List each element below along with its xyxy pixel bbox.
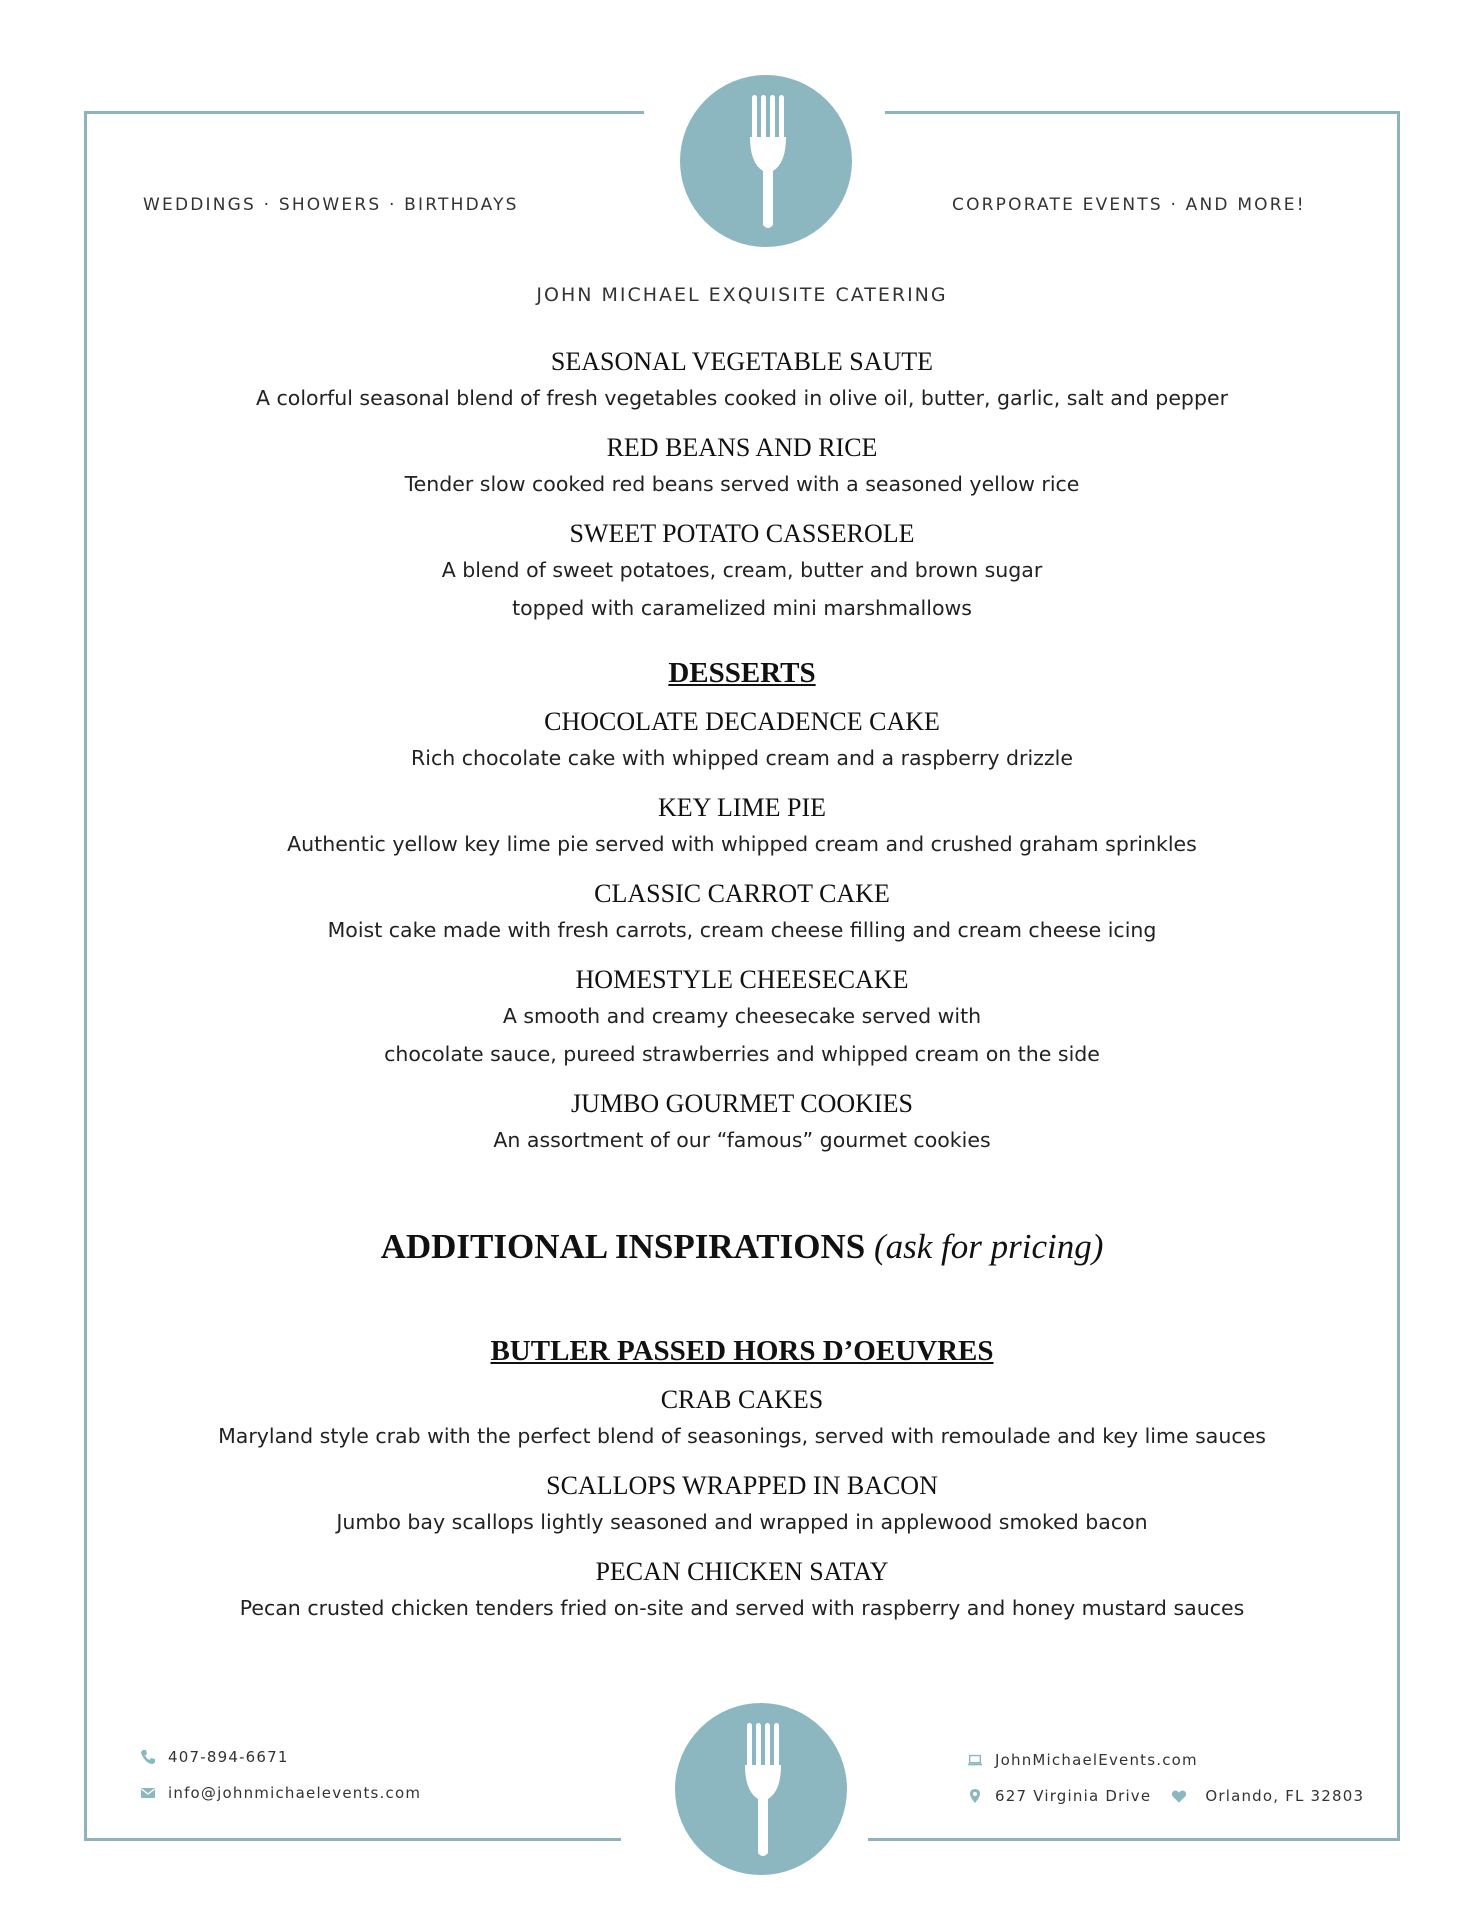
city-text: Orlando, FL 32803 [1205, 1787, 1365, 1805]
logo-bottom [675, 1703, 847, 1875]
menu-item-description: Maryland style crab with the perfect blend of seasonings, served with remoulade and key lime sauces [218, 1424, 1266, 1448]
footer-phone[interactable] [140, 1748, 289, 1766]
menu-item [80, 345, 1404, 417]
sides-list [80, 345, 1404, 627]
frame-bottom-left [84, 1838, 621, 1841]
address-text: 627 Virginia Drive [995, 1787, 1152, 1805]
laptop-icon [967, 1752, 983, 1768]
website-text: JohnMichaelEvents.com [995, 1751, 1198, 1769]
menu-item-description: Tender slow cooked red beans served with a seasoned yellow rice [404, 472, 1080, 496]
additional-heading [80, 1225, 1404, 1269]
fork-icon [680, 75, 852, 247]
menu-item [80, 1087, 1404, 1159]
additional-title: ADDITIONAL INSPIRATIONS [380, 1227, 866, 1266]
menu-item-description: A colorful seasonal blend of fresh vegetables cooked in olive oil, butter, garlic, salt and pepper [255, 386, 1228, 410]
menu-item-description: Rich chocolate cake with whipped cream and a raspberry drizzle [411, 746, 1073, 770]
footer-website[interactable] [967, 1751, 1198, 1769]
menu-item-name: CLASSIC CARROT CAKE [594, 879, 890, 908]
menu-item-name: SCALLOPS WRAPPED IN BACON [546, 1471, 938, 1500]
menu-item-description: Authentic yellow key lime pie served with whipped cream and crushed graham sprinkles [287, 832, 1197, 856]
desserts-heading: DESSERTS [668, 657, 816, 689]
frame-bottom-right [868, 1838, 1400, 1841]
frame-top-left [84, 111, 644, 114]
phone-text: 407-894-6671 [168, 1748, 289, 1766]
menu-item-name: HOMESTYLE CHEESECAKE [575, 965, 909, 994]
menu-item-name: CHOCOLATE DECADENCE CAKE [544, 707, 940, 736]
phone-icon [140, 1749, 156, 1765]
additional-note: (ask for pricing) [873, 1227, 1104, 1266]
logo-top [680, 75, 852, 247]
menu-item-description: Pecan crusted chicken tenders fried on-site and served with raspberry and honey mustard sauces [239, 1596, 1245, 1620]
brand-name: JOHN MICHAEL EXQUISITE CATERING [536, 284, 948, 306]
hors-list [80, 1383, 1404, 1627]
desserts-list [80, 705, 1404, 1159]
menu-item-name: PECAN CHICKEN SATAY [595, 1557, 889, 1586]
tagline-right: CORPORATE EVENTS · AND MORE! [952, 195, 1306, 215]
menu-item [80, 431, 1404, 503]
menu-content [80, 345, 1404, 1641]
menu-item-name: RED BEANS AND RICE [606, 433, 878, 462]
menu-item-description: Jumbo bay scallops lightly seasoned and wrapped in applewood smoked bacon [336, 1510, 1148, 1534]
map-pin-icon [967, 1788, 983, 1804]
tagline-left: WEDDINGS · SHOWERS · BIRTHDAYS [143, 195, 519, 215]
footer-address [967, 1787, 1364, 1805]
menu-item-description: A smooth and creamy cheesecake served with [502, 1004, 982, 1028]
menu-item-description: An assortment of our “famous” gourmet cookies [493, 1128, 991, 1152]
menu-item [80, 963, 1404, 1073]
footer-email[interactable] [140, 1784, 421, 1802]
menu-item-name: SEASONAL VEGETABLE SAUTE [550, 347, 934, 376]
menu-item [80, 877, 1404, 949]
menu-item-name: SWEET POTATO CASSEROLE [569, 519, 915, 548]
menu-item [80, 517, 1404, 627]
frame-top-right [885, 111, 1400, 114]
menu-item-name: KEY LIME PIE [657, 793, 826, 822]
heart-icon [1171, 1788, 1187, 1804]
menu-item-description: topped with caramelized mini marshmallows [512, 596, 972, 620]
menu-item [80, 1555, 1404, 1627]
fork-icon [675, 1703, 847, 1875]
menu-item-name: CRAB CAKES [660, 1385, 824, 1414]
menu-item [80, 1469, 1404, 1541]
menu-item-description: Moist cake made with fresh carrots, cream cheese filling and cream cheese icing [327, 918, 1157, 942]
mail-icon [140, 1785, 156, 1801]
menu-item-description: chocolate sauce, pureed strawberries and whipped cream on the side [384, 1042, 1100, 1066]
menu-item [80, 1383, 1404, 1455]
menu-item-name: JUMBO GOURMET COOKIES [571, 1089, 913, 1118]
email-text: info@johnmichaelevents.com [168, 1784, 422, 1802]
menu-item-description: A blend of sweet potatoes, cream, butter and brown sugar [441, 558, 1043, 582]
menu-item [80, 705, 1404, 777]
hors-heading: BUTLER PASSED HORS D’OEUVRES [490, 1335, 994, 1367]
menu-item [80, 791, 1404, 863]
